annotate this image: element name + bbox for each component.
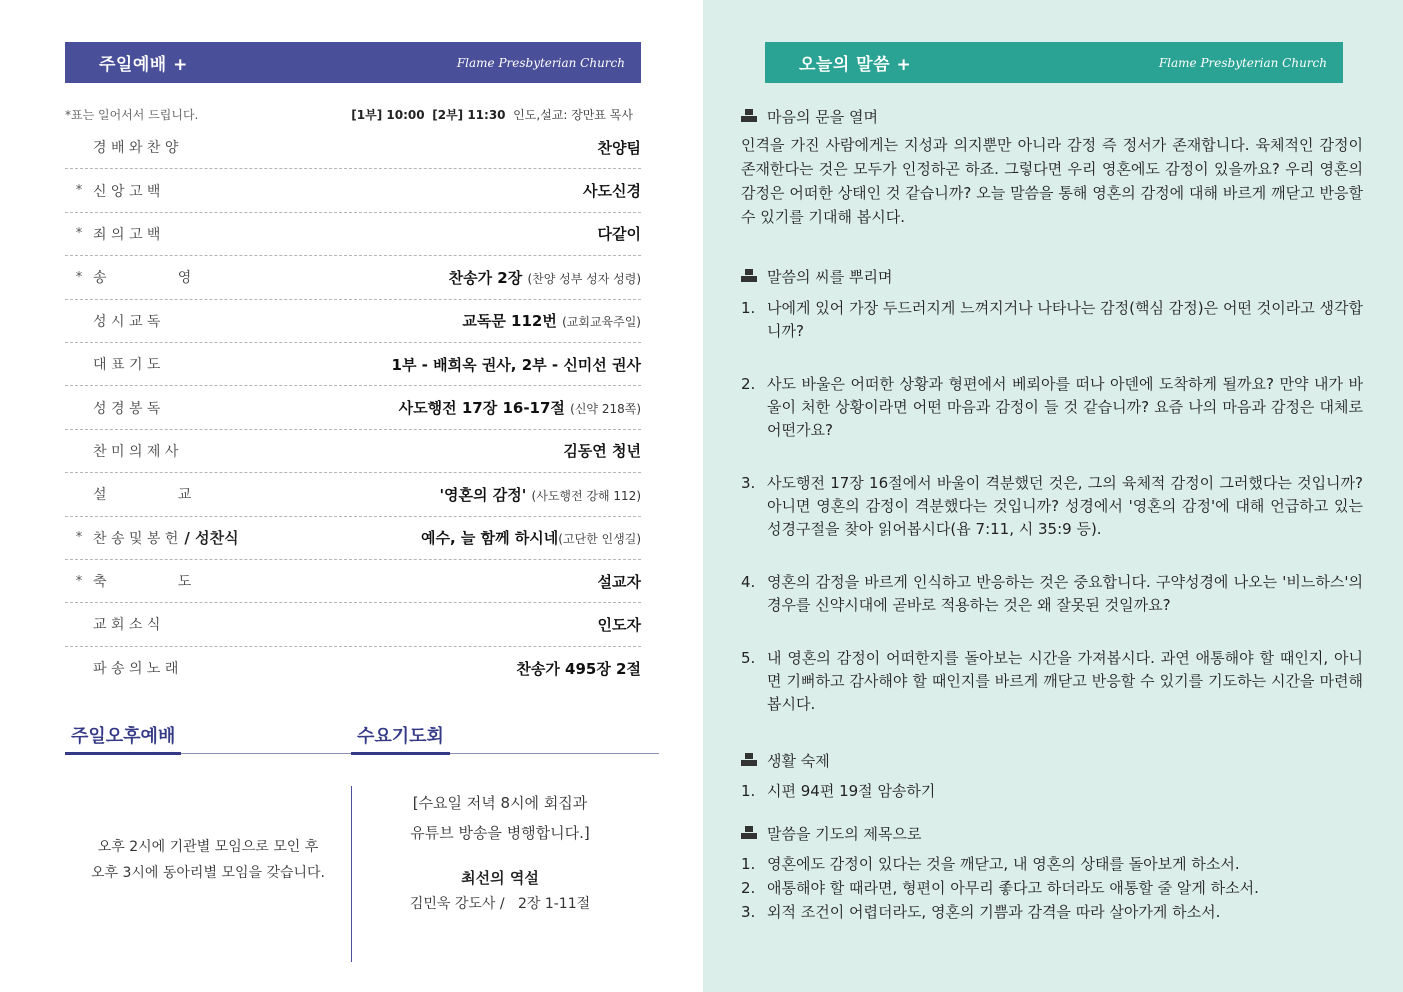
order-label: 축 도 — [93, 574, 192, 591]
order-value — [583, 180, 641, 201]
homework-list — [741, 779, 1363, 803]
item-number: 5. — [741, 649, 756, 667]
section-heading-text: 마음의 문을 열며 — [767, 107, 878, 126]
list-item — [741, 779, 1363, 803]
podium-icon — [741, 826, 757, 840]
order-label: 교 회 소 식 — [93, 617, 161, 634]
banner-title: 오늘의 말씀 + — [799, 55, 912, 75]
sowing-word-section — [741, 265, 1363, 746]
order-value-text: 김동연 청년 — [563, 442, 641, 461]
order-row — [65, 560, 641, 603]
order-value — [449, 267, 641, 288]
order-label: 찬 송 및 봉 헌 — [93, 530, 179, 547]
item-text: 애통해야 할 때라면, 형편이 아무리 좋다고 하더라도 애통할 줄 알게 하소서. — [767, 879, 1259, 897]
order-value-note: (사도행전 강해 112) — [531, 488, 641, 503]
section-heading — [741, 749, 1363, 771]
order-label: 죄 의 고 백 — [93, 226, 161, 243]
podium-icon — [741, 109, 757, 123]
order-row — [65, 473, 641, 516]
section-heading-text: 생활 숙제 — [767, 751, 830, 770]
order-value-text: 인도자 — [597, 615, 641, 634]
standing-mark: * — [75, 573, 83, 589]
prayer-list — [741, 852, 1363, 924]
todays-word-banner — [765, 42, 1343, 83]
wednesday-prayer-heading: 수요기도회 — [351, 722, 450, 755]
service-times — [351, 106, 633, 123]
standing-mark: * — [75, 530, 83, 546]
list-item — [741, 876, 1363, 900]
standing-mark: * — [75, 183, 83, 199]
order-value-text: 1부 - 배희옥 권사, 2부 - 신미선 권사 — [391, 355, 641, 374]
podium-icon — [741, 753, 757, 767]
order-value — [598, 223, 641, 244]
wednesday-prayer-info — [352, 788, 648, 916]
service-time-2: [2부] 11:30 — [432, 108, 506, 122]
service-time-1: [1부] 10:00 — [351, 108, 425, 122]
item-text: 사도행전 17장 16절에서 바울이 격분했던 것은, 그의 육체적 감정이 그러했다는 것입니까? 아니면 영혼의 감정이 격분했다는 것입니까? 성경에서 '영혼의 감정'에 대해 언급하고 있는 성경구절을 찾아 읽어봅시다(욥 7:11, 시 35:9 등). — [767, 474, 1363, 538]
order-value-text: 다같이 — [597, 225, 641, 244]
afternoon-line-1: 오후 2시에 기관별 모임으로 모인 후 — [97, 839, 319, 855]
item-number: 3. — [741, 903, 756, 921]
order-row — [65, 517, 641, 560]
order-value — [598, 571, 641, 592]
list-item — [741, 647, 1363, 716]
list-item — [741, 373, 1363, 442]
order-label: 신 앙 고 백 — [93, 183, 161, 200]
worship-meta — [65, 104, 641, 124]
order-row — [65, 430, 641, 473]
item-number: 1. — [741, 299, 756, 317]
order-value-text: 사도행전 17장 16-17절 — [398, 399, 565, 418]
order-label: 찬 미 의 제 사 — [93, 443, 179, 460]
order-value-note: (신약 218쪽) — [570, 402, 641, 417]
order-row — [65, 300, 641, 343]
section-heading — [741, 822, 1363, 844]
order-extra: / 성찬식 — [184, 529, 239, 548]
todays-word-page — [703, 0, 1403, 992]
banner-title: 주일예배 + — [99, 55, 188, 75]
life-homework-section — [741, 749, 1363, 803]
order-value — [598, 137, 641, 158]
order-value-note: (교회교육주일) — [562, 315, 641, 330]
order-value-text: 예수, 늘 함께 하시네 — [420, 529, 559, 548]
order-value-text: 설교자 — [597, 572, 641, 591]
wednesday-line-1: [수요일 저녁 8시에 회집과 — [412, 794, 588, 812]
item-text: 외적 조건이 어렵더라도, 영혼의 기쁨과 감격을 따라 살아가게 하소서. — [767, 903, 1221, 921]
order-label: 대 표 기 도 — [93, 357, 161, 374]
item-number: 1. — [741, 855, 756, 873]
leader: 인도,설교: 장만표 목사 — [513, 108, 633, 122]
item-number: 2. — [741, 375, 756, 393]
order-row — [65, 126, 641, 169]
order-row — [65, 603, 641, 646]
section-heading — [741, 105, 1363, 127]
item-number: 3. — [741, 474, 756, 492]
afternoon-line-2: 오후 3시에 동아리별 모임을 갖습니다. — [90, 865, 326, 881]
afternoon-worship-info — [65, 834, 351, 886]
open-heart-section — [741, 105, 1363, 229]
order-label: 성 시 교 독 — [93, 313, 161, 330]
standing-mark: * — [75, 269, 83, 285]
afternoon-worship-heading: 주일오후예배 — [65, 722, 181, 755]
order-value-text: 찬양팀 — [597, 138, 641, 157]
item-number: 1. — [741, 782, 756, 800]
podium-icon — [741, 269, 757, 283]
item-number: 4. — [741, 573, 756, 591]
order-value — [516, 658, 641, 679]
sunday-worship-banner — [65, 42, 641, 83]
list-item — [741, 472, 1363, 541]
section-heading-text: 말씀의 씨를 뿌리며 — [767, 267, 893, 286]
order-label: 파 송 의 노 래 — [93, 661, 179, 678]
order-label: 경 배 와 찬 양 — [93, 140, 179, 157]
order-value-text: 찬송가 495장 2절 — [516, 659, 641, 678]
list-item — [741, 900, 1363, 924]
order-value — [563, 440, 641, 461]
order-value-text: '영혼의 감정' — [439, 485, 527, 504]
item-text: 내 영혼의 감정이 어떠한지를 돌아보는 시간을 가져봅시다. 과연 애통해야 할 때인지, 아니면 기뻐하고 감사해야 할 때인지를 바르게 깨닫고 반응할 수 있기를 기도하는 시간을 마련해 봅시다. — [767, 649, 1363, 713]
item-text: 영혼의 감정을 바르게 인식하고 반응하는 것은 중요합니다. 구약성경에 나오는 '비느하스'의 경우를 신약시대에 곧바로 적용하는 것은 왜 잘못된 것일까요? — [767, 573, 1363, 614]
order-value — [421, 527, 641, 548]
order-row — [65, 386, 641, 429]
wednesday-line-2: 유튜브 방송을 병행합니다.] — [410, 824, 590, 842]
item-text: 시편 94편 19절 암송하기 — [767, 782, 936, 800]
order-value-note: (고단한 인생길) — [558, 532, 641, 547]
prayer-topics-section — [741, 822, 1363, 924]
order-value-note: (찬양 성부 성자 성령) — [527, 271, 641, 286]
church-name: Flame Presbyterian Church — [456, 55, 625, 70]
order-label: 성 경 봉 독 — [93, 400, 161, 417]
list-item — [741, 297, 1363, 343]
order-row — [65, 343, 641, 386]
discussion-questions — [741, 297, 1363, 716]
order-label: 설 교 — [93, 487, 192, 504]
sermon-title: 최선의 역설 — [461, 869, 539, 887]
item-number: 2. — [741, 879, 756, 897]
order-value — [462, 310, 641, 331]
standing-note: *표는 일어서서 드립니다. — [65, 108, 199, 122]
list-item — [741, 571, 1363, 617]
order-row — [65, 256, 641, 299]
order-row — [65, 213, 641, 256]
item-text: 사도 바울은 어떠한 상황과 형편에서 베뢰아를 떠나 아덴에 도착하게 될까요? 만약 내가 바울이 처한 상황이라면 어떤 마음과 감정이 들 것 같습니까? 요즘 나의 마음과 감정은 대체로 어떤가요? — [767, 375, 1363, 439]
order-value — [392, 354, 641, 375]
list-item — [741, 852, 1363, 876]
worship-order-list — [65, 126, 641, 690]
order-row — [65, 169, 641, 212]
item-text: 나에게 있어 가장 두드러지게 느껴지거나 나타나는 감정(핵심 감정)은 어떤 것이라고 생각합니까? — [767, 299, 1363, 340]
order-value — [439, 484, 641, 505]
order-value-text: 찬송가 2장 — [448, 268, 523, 287]
order-value — [598, 614, 641, 635]
order-value-text: 교독문 112번 — [462, 312, 557, 331]
section-heading-text: 말씀을 기도의 제목으로 — [767, 824, 922, 843]
section-heading — [741, 265, 1363, 287]
sermon-reference: 김민욱 강도사 / 2장 1-11절 — [409, 896, 591, 912]
order-label: 송 영 — [93, 270, 192, 287]
order-value — [399, 397, 641, 418]
order-row — [65, 647, 641, 690]
church-name: Flame Presbyterian Church — [1158, 55, 1327, 70]
order-value-text: 사도신경 — [583, 182, 641, 201]
intro-paragraph: 인격을 가진 사람에게는 지성과 의지뿐만 아니라 감정 즉 정서가 존재합니다. 육체적인 감정이 존재한다는 것은 모두가 인정하곤 하죠. 그렇다면 우리 영혼에도 감정이 있을까요? 우리 영혼의 감정은 어떠한 상태인 것 같습니까? 오늘 말씀을 통해 영혼의 감정에 대해 바르게 깨닫고 반응할 수 있기를 기대해 봅시다. — [741, 136, 1363, 226]
item-text: 영혼에도 감정이 있다는 것을 깨닫고, 내 영혼의 상태를 돌아보게 하소서. — [767, 855, 1240, 873]
standing-mark: * — [75, 226, 83, 242]
